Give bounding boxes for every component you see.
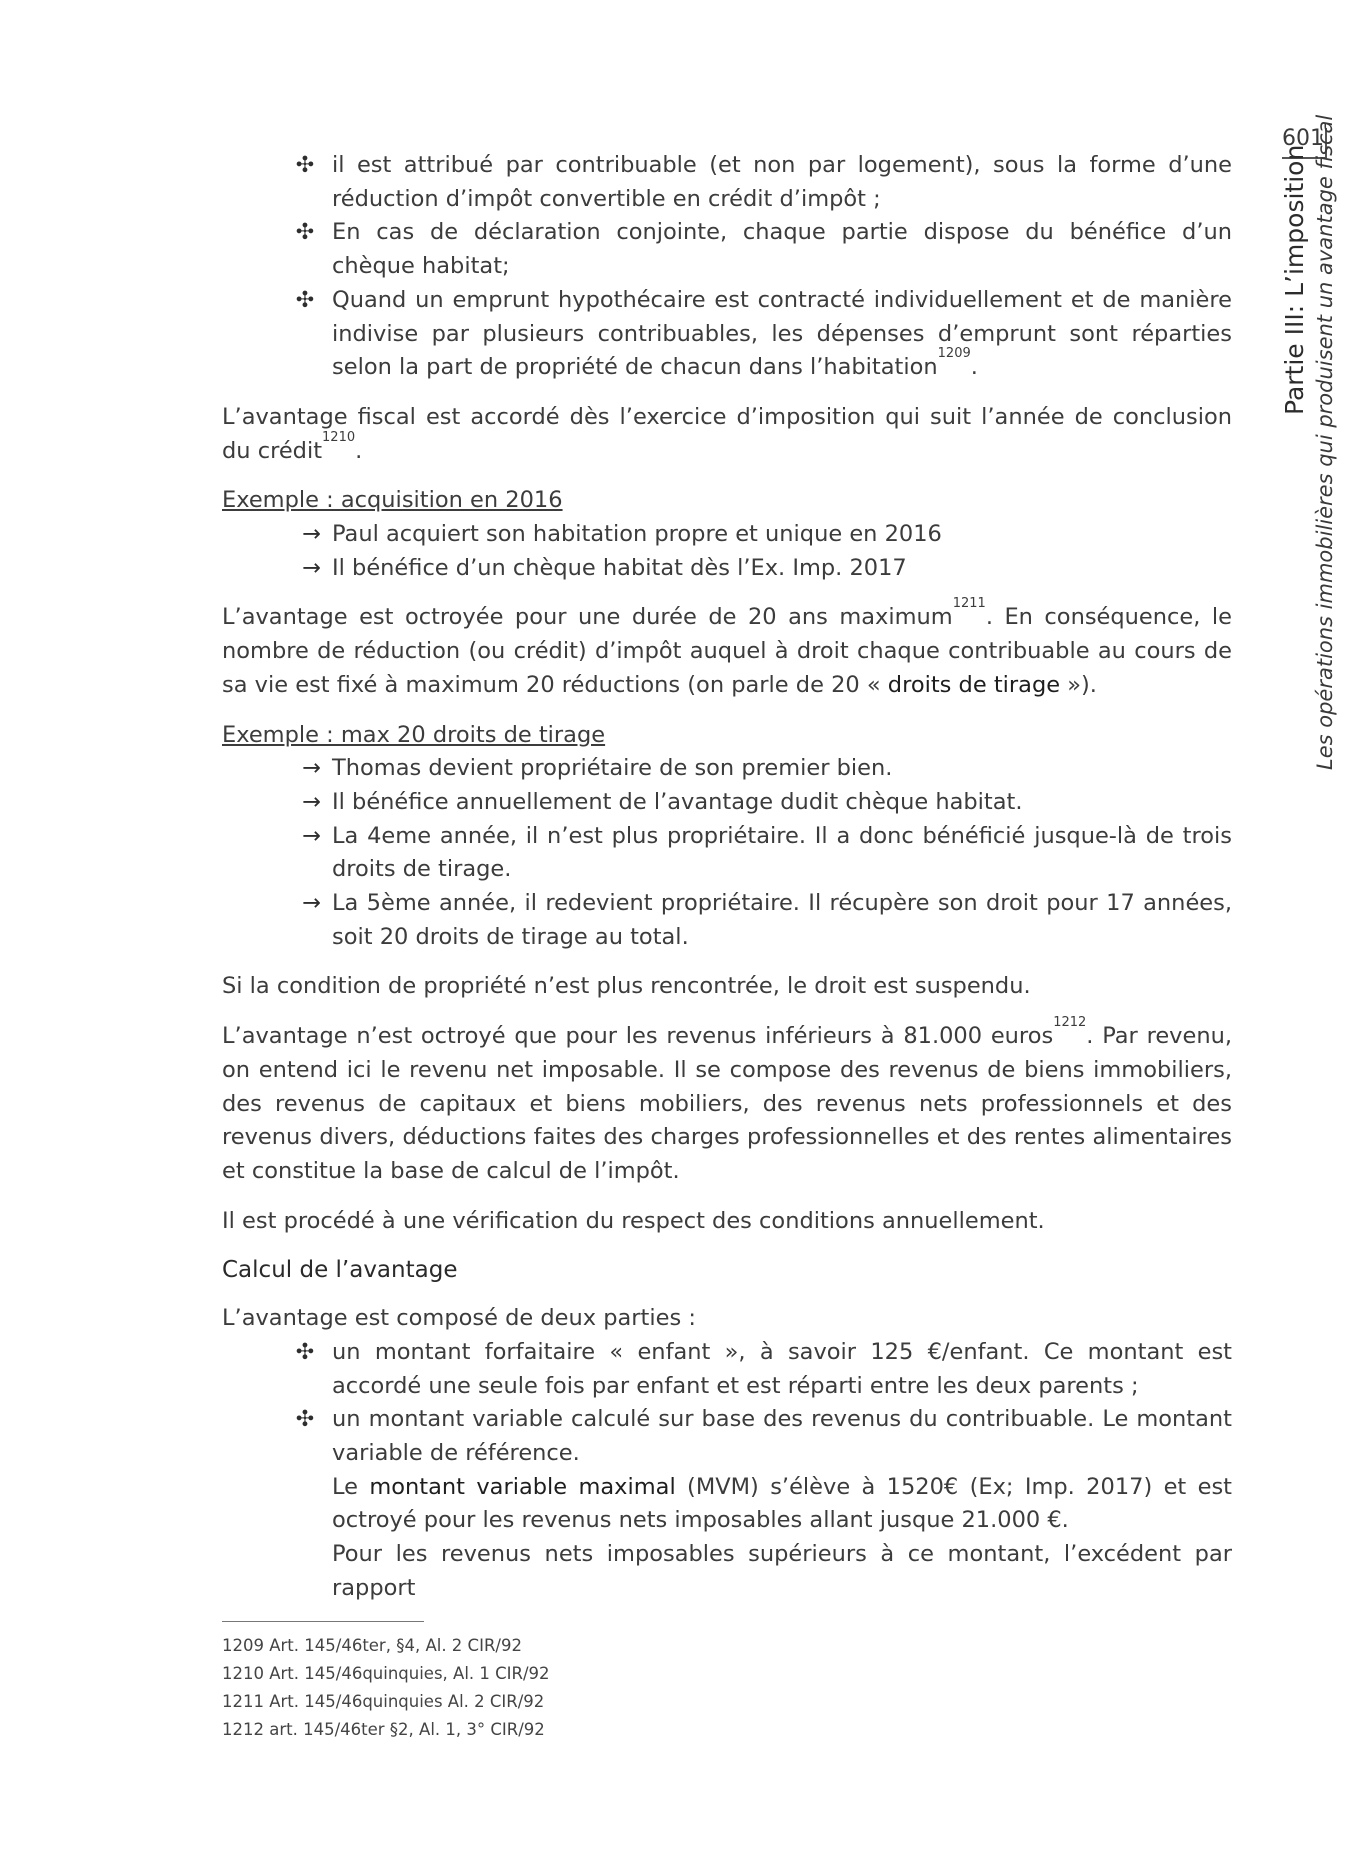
bullet-list-parts <box>222 1336 1232 1471</box>
list-item <box>222 887 1232 954</box>
paragraph: L’avantage est composé de deux parties : <box>222 1305 696 1332</box>
bullet-icon: ✣ <box>295 1407 315 1433</box>
paragraph: Si la condition de propriété n’est plus rencontrée, le droit est suspendu. <box>222 973 1031 1000</box>
paragraph-text: L’avantage fiscal est accordé dès l’exercice d’imposition qui suit l’année de conclusion du crédit <box>222 403 1232 464</box>
paragraph-text: L’avantage est octroyée pour une durée de 20 ans maximum <box>222 604 953 631</box>
footnote-ref[interactable]: 1212 <box>1053 1015 1087 1031</box>
running-subtitle-text: Les opérations immobilières qui produisent un avantage fiscal <box>1313 114 1337 770</box>
list-item <box>222 216 1232 283</box>
list-item <box>222 552 1232 586</box>
continuation-paragraph <box>222 1471 1232 1538</box>
paragraph <box>222 1015 1232 1189</box>
list-item-text: Paul acquiert son habitation propre et unique en 2016 <box>332 521 942 548</box>
footnote: 1210 Art. 145/46quinquies, Al. 1 CIR/92 <box>222 1664 550 1683</box>
bullet-list-conditions <box>222 149 1232 385</box>
footnotes <box>222 1632 550 1744</box>
list-item-text: Thomas devient propriétaire de son premier bien. <box>332 755 893 782</box>
footnote: 1209 Art. 145/46ter, §4, Al. 2 CIR/92 <box>222 1636 522 1655</box>
bullet-icon: ✣ <box>295 220 315 246</box>
list-item-text: Il bénéfice annuellement de l’avantage dudit chèque habitat. <box>332 788 1023 815</box>
list-item <box>222 1336 1232 1403</box>
paragraph <box>222 401 1232 468</box>
section-heading: Calcul de l’avantage <box>222 1257 458 1284</box>
paragraph: Il est procédé à une vérification du respect des conditions annuellement. <box>222 1207 1045 1234</box>
continuation-paragraph: Pour les revenus nets imposables supérieurs à ce montant, l’excédent par rapport <box>332 1541 1232 1601</box>
arrow-right-icon: → <box>302 788 321 815</box>
arrow-right-icon: → <box>302 890 321 917</box>
paragraph <box>222 596 1232 702</box>
bullet-icon: ✣ <box>295 287 315 313</box>
footnote: 1212 art. 145/46ter §2, Al. 1, 3° CIR/92 <box>222 1720 545 1739</box>
list-item <box>222 518 1232 552</box>
list-item <box>222 284 1232 385</box>
body-text <box>222 149 1232 1605</box>
paragraph-text: (MVM) s’élève à 1520€ (Ex; Imp. 2017) et est octroyé pour les revenus nets imposables allant jusque 21.000 €. <box>332 1473 1232 1534</box>
example-title: Exemple : acquisition en 2016 <box>222 487 563 514</box>
example-list <box>222 752 1232 954</box>
paragraph-text: Le <box>332 1473 370 1500</box>
punctuation: . <box>355 437 363 464</box>
paragraph-text: . En conséquence, le nombre de réduction (ou crédit) d’impôt auquel à droit chaque contribuable au cours de sa vie est fixé à maximum 20 réductions (on parle de 20 « <box>222 604 1232 698</box>
arrow-right-icon: → <box>302 554 321 581</box>
paragraph-text: »). <box>1060 671 1097 698</box>
page-number: 601 <box>1282 126 1324 151</box>
footnote-ref[interactable]: 1211 <box>952 596 986 612</box>
list-item-text: La 4eme année, il n’est plus propriétaire. Il a donc bénéficié jusque-là de trois droits de tirage. <box>332 822 1232 883</box>
list-item-text: Quand un emprunt hypothécaire est contracté individuellement et de manière indivise par plusieurs contribuables, les dépenses d’emprunt sont réparties selon la part de propriété de chacun dans l’habitation <box>332 286 1232 381</box>
list-item-text: La 5ème année, il redevient propriétaire. Il récupère son droit pour 17 années, soit 20 droits de tirage au total. <box>332 890 1232 950</box>
arrow-right-icon: → <box>302 521 321 548</box>
bullet-icon: ✣ <box>295 1339 315 1365</box>
example-title: Exemple : max 20 droits de tirage <box>222 721 606 748</box>
list-item-text: un montant variable calculé sur base des revenus du contribuable. Le montant variable de référence. <box>332 1406 1232 1466</box>
punctuation: . <box>970 354 978 381</box>
footnote-ref[interactable]: 1210 <box>322 429 356 445</box>
list-item-text: un montant forfaitaire « enfant », à savoir 125 €/enfant. Ce montant est accordé une seule fois par enfant et est réparti entre les deux parents ; <box>332 1338 1232 1399</box>
emphasis-term: droits de tirage <box>887 671 1061 698</box>
list-item <box>222 149 1232 216</box>
example-list <box>222 518 1232 585</box>
bullet-icon: ✣ <box>295 153 315 178</box>
footnote: 1211 Art. 145/46quinquies Al. 2 CIR/92 <box>222 1692 545 1711</box>
emphasis-term: montant variable maximal <box>369 1473 676 1500</box>
running-title-text: Partie III: L’imposition <box>1280 144 1309 415</box>
arrow-right-icon: → <box>302 822 321 849</box>
list-item-text: il est attribué par contribuable (et non par logement), sous la forme d’une réduction d’impôt convertible en crédit d’impôt ; <box>332 152 1232 212</box>
footnote-separator <box>222 1621 424 1622</box>
arrow-right-icon: → <box>302 755 321 782</box>
list-item-text: En cas de déclaration conjointe, chaque partie dispose du bénéfice d’un chèque habitat; <box>332 219 1232 280</box>
paragraph-text: . Par revenu, on entend ici le revenu net imposable. Il se compose des revenus de biens immobiliers, des revenus de capitaux et biens mobiliers, des revenus nets professionnels et des revenus divers, déductions faites des charges professionnelles et des rentes alimentaires et constitue la base de calcul de l’impôt. <box>222 1023 1232 1184</box>
list-item <box>222 786 1232 820</box>
footnote-ref[interactable]: 1209 <box>937 346 971 362</box>
list-item <box>222 752 1232 786</box>
list-item <box>222 820 1232 887</box>
paragraph-text: L’avantage n’est octroyé que pour les revenus inférieurs à 81.000 euros <box>222 1023 1054 1050</box>
list-item <box>222 1403 1232 1470</box>
list-item-text: Il bénéfice d’un chèque habitat dès l’Ex. Imp. 2017 <box>332 554 907 581</box>
